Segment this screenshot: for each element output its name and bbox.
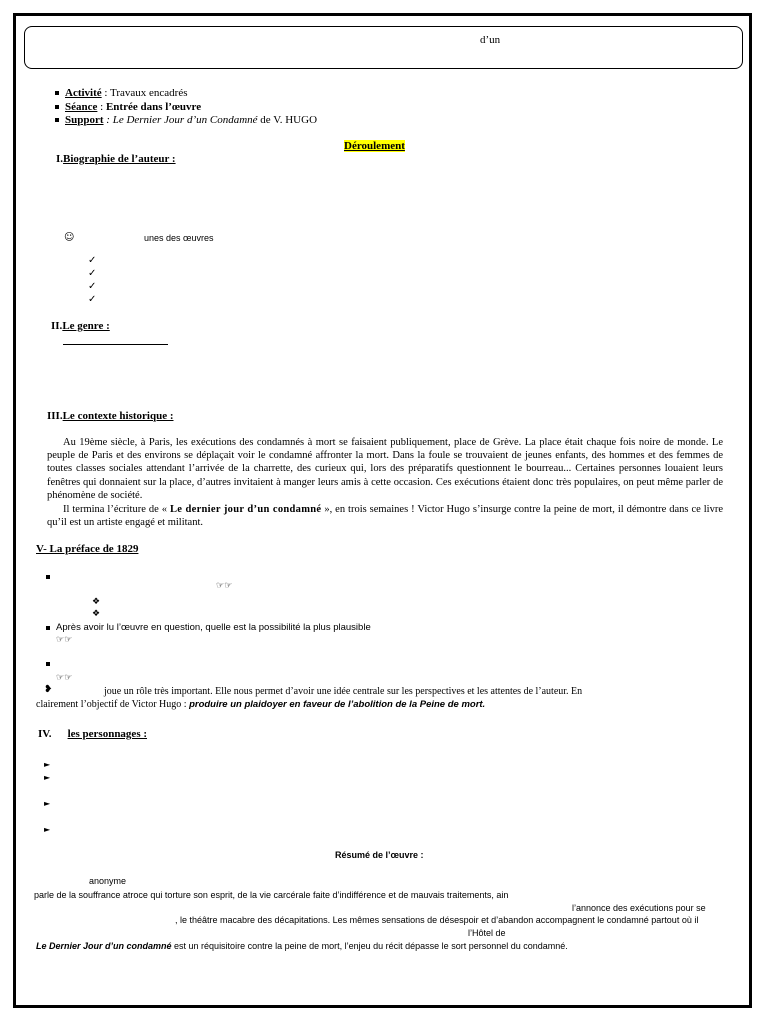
section-number: III. [47, 410, 63, 422]
section-title: Le genre : [62, 320, 110, 332]
text-run: Il termina l’écriture de « [63, 504, 170, 515]
diamond-bullet-icon: ❖ [92, 597, 101, 607]
book-title-bold: Le dernier jour d’un condamné [169, 504, 322, 515]
diamond-bullet-icon: ❖ [92, 609, 101, 619]
preface-paragraph-2 [36, 699, 485, 710]
smiley-icon: ☺ [64, 232, 75, 243]
arrow-bullet-icon: ► [44, 760, 51, 769]
pointing-hands-icon: ☞☞ [216, 581, 233, 591]
deroulement-text: Déroulement [344, 140, 405, 152]
info-seance [55, 101, 201, 113]
arrow-bullet-icon: ► [44, 773, 51, 782]
arrow-bullet-icon: ► [44, 825, 51, 834]
text-run: est un réquisitoire contre la peine de mort, l’enjeu du récit dépasse le sort personnel du condamné. [171, 941, 568, 951]
section-genre-heading [51, 320, 110, 332]
resume-line-5: l’Hôtel de [468, 928, 506, 938]
title-box [24, 26, 743, 69]
pointing-hands-icon: ☞☞ [56, 635, 73, 645]
section-number: IV. [38, 728, 52, 740]
objective-bold-italic: produire un plaidoyer en faveur de l’abolition de la Peine de mort. [189, 699, 486, 710]
bullet-square-icon [55, 105, 59, 109]
book-title-italic: Le Dernier Jour d’un condamné [36, 941, 172, 951]
info-sep: : [97, 101, 106, 113]
info-label: Séance [65, 101, 98, 113]
preface-question: Après avoir lu l’œuvre en question, quelle est la possibilité la plus plausible [56, 622, 371, 633]
check-icon: ✓ [88, 294, 97, 305]
info-label: Support [65, 114, 104, 126]
resume-line-6 [36, 941, 568, 951]
info-label: Activité [65, 87, 102, 99]
check-icon: ✓ [88, 268, 97, 279]
info-value-italic: Le Dernier Jour d’un Condamné [112, 114, 258, 126]
info-sep: : [101, 87, 111, 99]
bullet-square-icon [46, 575, 50, 579]
arrow-bullet-icon: ► [44, 799, 51, 808]
section-personnages-heading [38, 728, 147, 740]
heart-bullet-icon: ❥ [44, 684, 53, 695]
info-value-rest: de V. HUGO [257, 114, 318, 126]
resume-line-4: , le théâtre macabre des décapitations. Les mêmes sensations de désespoir et d’abandon accompagnent le condamné partout où il [175, 915, 699, 925]
section-bio-heading [56, 153, 176, 165]
contexte-paragraph-1: Au 19ème siècle, à Paris, les exécutions des condamnés à mort se faisaient publiquement, place de Grève. La place était chaque fois noire de monde. Le peuple de Paris et des environs se déplaçait voir le condamné affronter la mort. Dans la foule se trouvaient de jeunes enfants, des hommes et des femmes de toutes classes sociales attendant l’arrivée de la charrette, des curieux qui, lors des préparatifs questionnent le bourreau... Certaines personnes louaient leurs fenêtres qui donnaient sur la place, d’autres invitaient à manger leurs amis à cette occasion. Ces exécutions étaient donc très populaires, on peut même parler de phénomène de société. [47, 437, 723, 501]
bullet-square-icon [55, 118, 59, 122]
section-number: I. [56, 153, 64, 165]
section-number: II. [51, 320, 63, 332]
title-fragment: d’un [480, 34, 501, 46]
bullet-square-icon [46, 626, 50, 630]
info-sep: : [103, 114, 113, 126]
contexte-paragraph-2 [47, 503, 723, 529]
preface-paragraph-1: joue un rôle très important. Elle nous permet d’avoir une idée centrale sur les perspectives et les attentes de l’auteur. En [104, 686, 583, 697]
info-value: Travaux encadrés [110, 87, 188, 99]
text-run: clairement l’objectif de Victor Hugo : [36, 699, 190, 710]
section-title: Le contexte historique : [62, 410, 174, 422]
resume-line-1: anonyme [89, 876, 127, 886]
section-preface-heading: V- La préface de 1829 [36, 543, 139, 555]
info-value: Entrée dans l’œuvre [105, 101, 202, 113]
resume-heading: Résumé de l’œuvre : [335, 850, 424, 860]
check-icon: ✓ [88, 255, 97, 266]
resume-line-2: parle de la souffrance atroce qui torture son esprit, de la vie carcérale faite d’indifférence et de mauvais traitements, ain [34, 890, 509, 900]
section-contexte-heading [47, 410, 174, 422]
text-run: », en trois semaines ! Victor Hugo s’insurge contre la peine de mort, il démontre dans ce livre qu’il est un artiste engagé et militant. [47, 504, 723, 529]
bullet-square-icon [46, 662, 50, 666]
answer-line [63, 344, 168, 345]
bullet-square-icon [55, 91, 59, 95]
info-activite [55, 87, 188, 99]
check-icon: ✓ [88, 281, 97, 292]
resume-line-3: l’annonce des exécutions pour se [572, 903, 706, 913]
works-intro: unes des œuvres [144, 233, 214, 243]
info-support [55, 114, 317, 126]
section-title: les personnages : [67, 728, 148, 740]
deroulement-heading [344, 140, 405, 152]
section-title: Biographie de l’auteur : [63, 153, 176, 165]
pointing-hands-icon: ☞☞ [56, 673, 73, 683]
